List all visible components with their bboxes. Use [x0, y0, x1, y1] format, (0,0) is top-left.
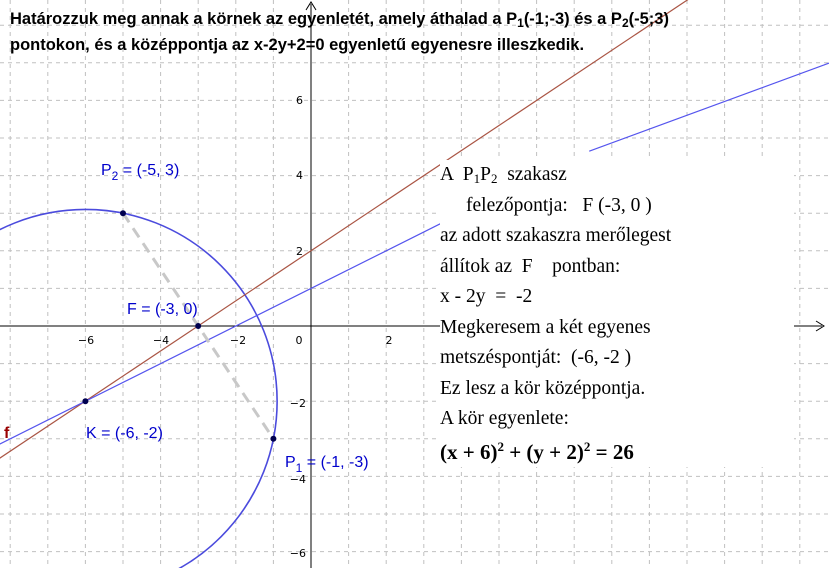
point-labels	[4, 162, 369, 475]
point-p2[interactable]	[120, 210, 126, 216]
solution-line: Megkeresem a két egyenes	[440, 316, 651, 338]
point-k[interactable]	[82, 398, 88, 404]
problem-line-1: Határozzuk meg annak a körnek az egyenletét, amely áthalad a $P_1(-1;-3)$ és a $P_2(-5;3)$	[10, 10, 669, 30]
line-perpendicular-bisector[interactable]	[0, 213, 461, 444]
problem-line-2: pontokon, és a középpontja az x-2y+2=0 egyenletű egyenesre illeszkedik.	[10, 36, 585, 54]
point-p1[interactable]	[270, 436, 276, 442]
x-tick-label: −6	[77, 334, 95, 347]
solution-text	[440, 160, 794, 467]
y-tick-label: −6	[289, 547, 306, 560]
problem-statement	[10, 6, 820, 58]
point-f[interactable]	[195, 323, 201, 329]
solution-line: az adott szakaszra merőlegest	[440, 225, 672, 246]
y-tick-label: 6	[296, 94, 303, 107]
x-tick-label: −4	[152, 334, 170, 347]
label-p2: $P_2 = (-5$, 3)	[101, 162, 180, 183]
label-p1: $P_1 = (-1$, -3)	[285, 454, 369, 475]
label-f: F = (-3, 0)	[127, 301, 198, 318]
x-tick-label: −2	[229, 334, 247, 347]
circle-equation: $(x + 6)^2 + (y + 2)^2 = 26$	[440, 438, 634, 464]
solution-line: Ez lesz a kör középpontja.	[440, 377, 646, 399]
y-tick-label: −4	[289, 473, 306, 486]
solution-line: A $P_1P_2$ szakasz	[440, 164, 567, 186]
x-tick-label: 2	[385, 334, 393, 347]
y-tick-label: −2	[289, 397, 306, 410]
label-line-f: f	[4, 425, 10, 442]
y-tick-label: 2	[296, 245, 303, 258]
label-k: K = (-6, -2)	[86, 425, 163, 442]
solution-line: A kör egyenlete:	[440, 408, 569, 429]
solution-line: felezőpontja: F (-3, 0 )	[466, 194, 652, 216]
y-tick-label: 4	[296, 169, 303, 182]
solution-line: metszéspontját: (-6, -2 )	[440, 347, 632, 368]
solution-line: x - 2y = -2	[440, 286, 533, 307]
x-tick-label: 0	[295, 334, 303, 347]
solution-line: állítok az F pontban:	[440, 255, 621, 277]
